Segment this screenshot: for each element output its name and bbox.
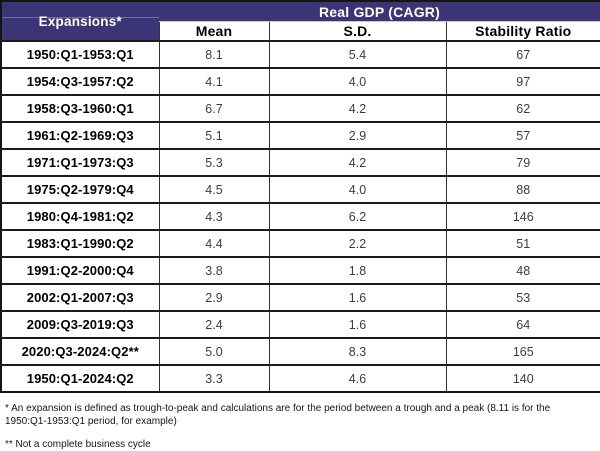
- period-cell: 1991:Q2-2000:Q4: [1, 257, 159, 284]
- table-row: [1, 311, 600, 338]
- sd-cell: 1.6: [269, 284, 446, 311]
- period-cell: 1954:Q3-1957:Q2: [1, 68, 159, 95]
- stability-ratio-cell: 140: [446, 365, 600, 392]
- corner-header-label: Expansions*: [38, 13, 122, 29]
- table-row: [1, 68, 600, 95]
- mean-cell: 4.5: [159, 176, 269, 203]
- footnote-incomplete-cycle: ** Not a complete business cycle: [5, 439, 151, 450]
- mean-cell: 5.1: [159, 122, 269, 149]
- table-row: [1, 257, 600, 284]
- sd-cell: 8.3: [269, 338, 446, 365]
- stability-ratio-cell: 51: [446, 230, 600, 257]
- table-row: [1, 203, 600, 230]
- table-row: [1, 284, 600, 311]
- period-cell: 1980:Q4-1981:Q2: [1, 203, 159, 230]
- mean-cell: 5.0: [159, 338, 269, 365]
- period-cell: 1975:Q2-1979:Q4: [1, 176, 159, 203]
- sd-cell: 5.4: [269, 41, 446, 68]
- mean-cell: 5.3: [159, 149, 269, 176]
- sd-cell: 4.6: [269, 365, 446, 392]
- mean-cell: 4.3: [159, 203, 269, 230]
- sd-cell: 1.8: [269, 257, 446, 284]
- sd-cell: 1.6: [269, 311, 446, 338]
- mean-cell: 8.1: [159, 41, 269, 68]
- mean-cell: 6.7: [159, 95, 269, 122]
- column-header-stability-ratio: Stability Ratio: [446, 22, 600, 42]
- sd-cell: 4.0: [269, 68, 446, 95]
- stability-ratio-cell: 79: [446, 149, 600, 176]
- stability-ratio-cell: 88: [446, 176, 600, 203]
- header-row-divider: [2, 17, 159, 18]
- table-row: [1, 122, 600, 149]
- stability-ratio-cell: 67: [446, 41, 600, 68]
- period-cell: 2009:Q3-2019:Q3: [1, 311, 159, 338]
- stability-ratio-cell: 57: [446, 122, 600, 149]
- period-cell: 1961:Q2-1969:Q3: [1, 122, 159, 149]
- group-header-real-gdp-cagr: Real GDP (CAGR): [159, 1, 600, 22]
- corner-header-expansions: [1, 1, 159, 41]
- stability-ratio-cell: 97: [446, 68, 600, 95]
- stability-ratio-cell: 146: [446, 203, 600, 230]
- sd-cell: 2.9: [269, 122, 446, 149]
- stability-ratio-cell: 53: [446, 284, 600, 311]
- period-cell: 1950:Q1-1953:Q1: [1, 41, 159, 68]
- period-cell: 2002:Q1-2007:Q3: [1, 284, 159, 311]
- table-row: [1, 230, 600, 257]
- group-header-row: [1, 1, 600, 22]
- column-header-mean: Mean: [159, 22, 269, 42]
- table-row: [1, 149, 600, 176]
- sd-cell: 2.2: [269, 230, 446, 257]
- period-cell: 1950:Q1-2024:Q2: [1, 365, 159, 392]
- stability-ratio-cell: 165: [446, 338, 600, 365]
- column-header-s-d: S.D.: [269, 22, 446, 42]
- mean-cell: 4.1: [159, 68, 269, 95]
- mean-cell: 2.9: [159, 284, 269, 311]
- stability-ratio-cell: 48: [446, 257, 600, 284]
- table-row: [1, 95, 600, 122]
- table-row: [1, 41, 600, 68]
- period-cell: 1958:Q3-1960:Q1: [1, 95, 159, 122]
- period-cell: 1983:Q1-1990:Q2: [1, 230, 159, 257]
- mean-cell: 3.8: [159, 257, 269, 284]
- mean-cell: 4.4: [159, 230, 269, 257]
- mean-cell: 3.3: [159, 365, 269, 392]
- footnotes: [0, 393, 600, 451]
- stability-ratio-cell: 62: [446, 95, 600, 122]
- table-row: [1, 365, 600, 392]
- table-row: [1, 176, 600, 203]
- sd-cell: 4.2: [269, 149, 446, 176]
- sd-cell: 6.2: [269, 203, 446, 230]
- period-cell: 2020:Q3-2024:Q2**: [1, 338, 159, 365]
- sd-cell: 4.0: [269, 176, 446, 203]
- footnote-expansion-definition: * An expansion is defined as trough-to-peak and calculations are for the period between a trough and a peak (8.11 is for the 1950:Q1-1953:Q1 period, for example): [5, 403, 551, 427]
- period-cell: 1971:Q1-1973:Q3: [1, 149, 159, 176]
- mean-cell: 2.4: [159, 311, 269, 338]
- sd-cell: 4.2: [269, 95, 446, 122]
- stability-ratio-cell: 64: [446, 311, 600, 338]
- table-row: [1, 338, 600, 365]
